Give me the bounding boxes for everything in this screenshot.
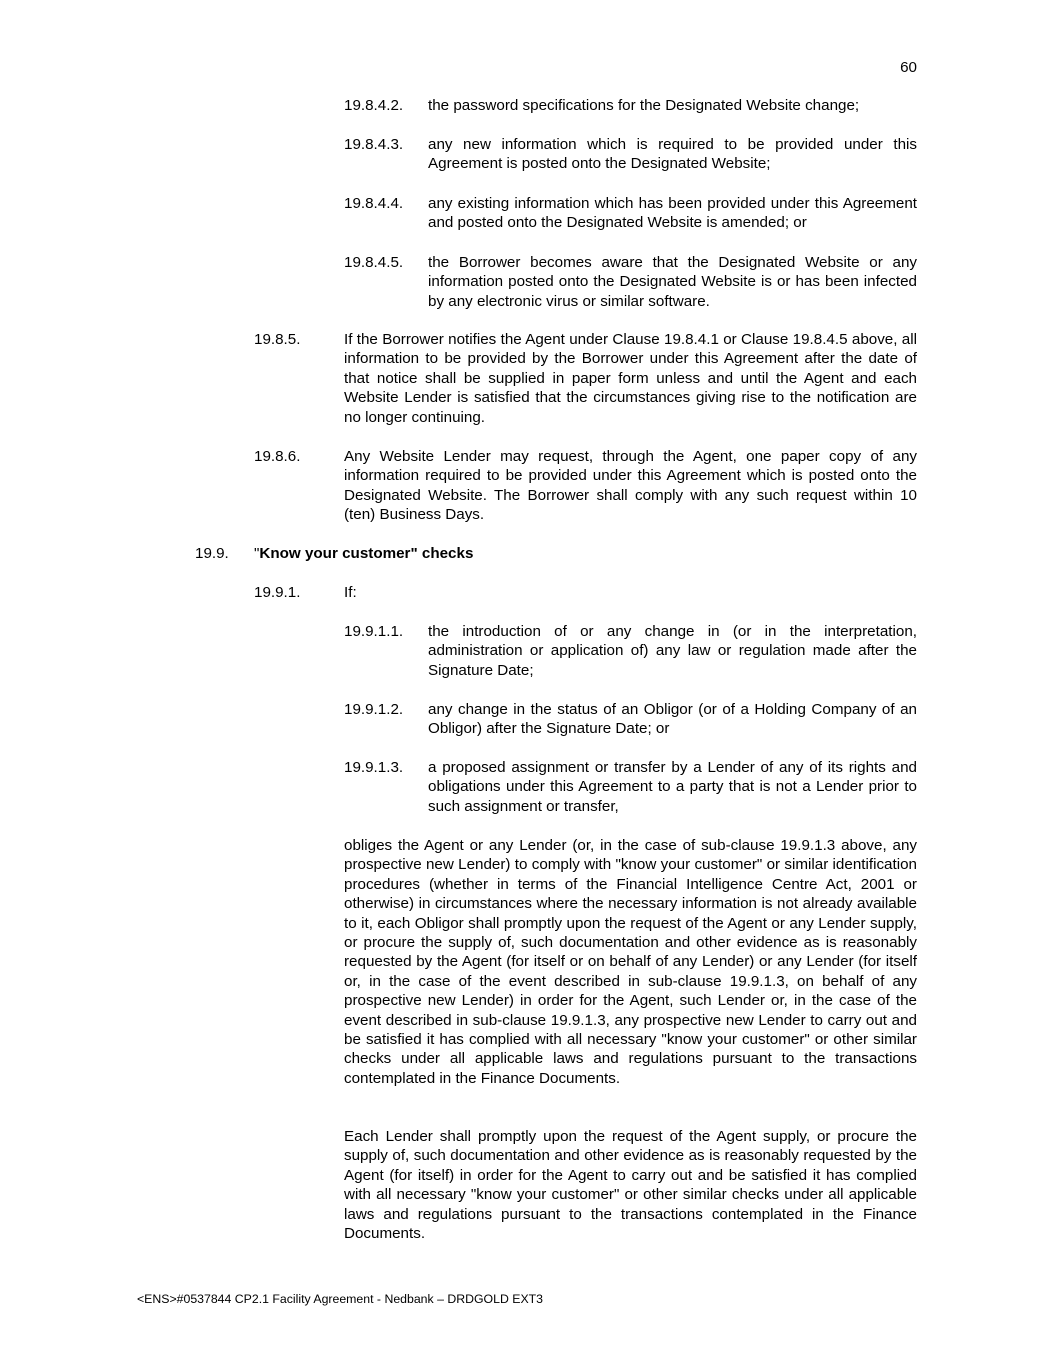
- clause-text: If the Borrower notifies the Agent under Clause 19.8.4.1 or Clause 19.8.4.5 above, all information to be provided by the Borrower under this Agreement after the date of that notice shall be supplied in paper form unless and until the Agent and each Website Lender is satisfied that the circumstances giving rise to the notification are no longer continuing.: [344, 331, 917, 426]
- clause-number: 19.8.5.: [254, 331, 301, 348]
- clause-text: Any Website Lender may request, through the Agent, one paper copy of any information required to be provided under this Agreement which is posted onto the Designated Website. The Borrower shall comply with any such request within 10 (ten) Business Days.: [344, 448, 917, 524]
- footer-document-reference: <ENS>#0537844 CP2.1 Facility Agreement - Nedbank – DRDGOLD EXT3: [137, 1292, 544, 1306]
- clause-text: any new information which is required to be provided under this Agreement is posted onto the Designated Website;: [428, 136, 917, 173]
- page-number: 60: [900, 59, 917, 76]
- clause-number: 19.9.1.3.: [344, 759, 404, 776]
- paragraph-obliges: obliges the Agent or any Lender (or, in the case of sub-clause 19.9.1.3 above, any prospective new Lender) to comply with "know your customer" or similar identification procedures (whether in terms of the Financial Intelligence Centre Act, 2001 or otherwise) in circumstances where the necessary information is not already available to it, each Obligor shall promptly upon the request of the Agent or any Lender supply, or procure the supply of, such documentation and other evidence as is reasonably requested by the Agent (for itself or on behalf of any Lender) or any Lender (for itself or, in the case of the event described in sub-clause 19.9.1.3, on behalf of any prospective new Lender) in order for the Agent, such Lender or, in the case of the event described in sub-clause 19.9.1.3, any prospective new Lender to carry out and be satisfied it has complied with all necessary "know your customer" or other similar checks under all applicable laws and regulations pursuant to the transactions contemplated in the Finance Documents.: [344, 837, 917, 1087]
- heading-text: Know your customer" checks: [259, 545, 474, 562]
- clause-text: the password specifications for the Designated Website change;: [428, 97, 860, 114]
- clause-number: 19.8.4.5.: [344, 254, 404, 271]
- paragraph-each-lender: Each Lender shall promptly upon the request of the Agent supply, or procure the supply of, such documentation and other evidence as is reasonably requested by the Agent (for itself) in order for the Agent to carry out and be satisfied it has complied with all necessary "know your customer" or other similar checks under all applicable laws and regulations pursuant to the transactions contemplated in the Finance Documents.: [344, 1128, 917, 1243]
- clause-number: 19.9.1.2.: [344, 701, 404, 718]
- clause-number: 19.9.: [195, 545, 229, 562]
- clause-number: 19.9.1.1.: [344, 623, 404, 640]
- section-heading: [254, 544, 917, 563]
- clause-text: any change in the status of an Obligor (or of a Holding Company of an Obligor) after the Signature Date; or: [428, 701, 917, 738]
- heading-quote: ": [254, 545, 260, 562]
- clause-number: 19.9.1.: [254, 584, 301, 601]
- clause-text: If:: [344, 584, 357, 601]
- clause-number: 19.8.4.2.: [344, 97, 404, 114]
- clause-text: the introduction of or any change in (or in the interpretation, administration or application of) any law or regulation made after the Signature Date;: [428, 623, 917, 679]
- clause-text: any existing information which has been provided under this Agreement and posted onto the Designated Website is amended; or: [428, 195, 917, 232]
- clause-text: the Borrower becomes aware that the Designated Website or any information posted onto the Designated Website is or has been infected by any electronic virus or similar software.: [428, 254, 917, 310]
- clause-number: 19.8.6.: [254, 448, 301, 465]
- clause-number: 19.8.4.4.: [344, 195, 404, 212]
- clause-number: 19.8.4.3.: [344, 136, 404, 153]
- clause-text: a proposed assignment or transfer by a Lender of any of its rights and obligations under this Agreement to a party that is not a Lender prior to such assignment or transfer,: [428, 759, 917, 815]
